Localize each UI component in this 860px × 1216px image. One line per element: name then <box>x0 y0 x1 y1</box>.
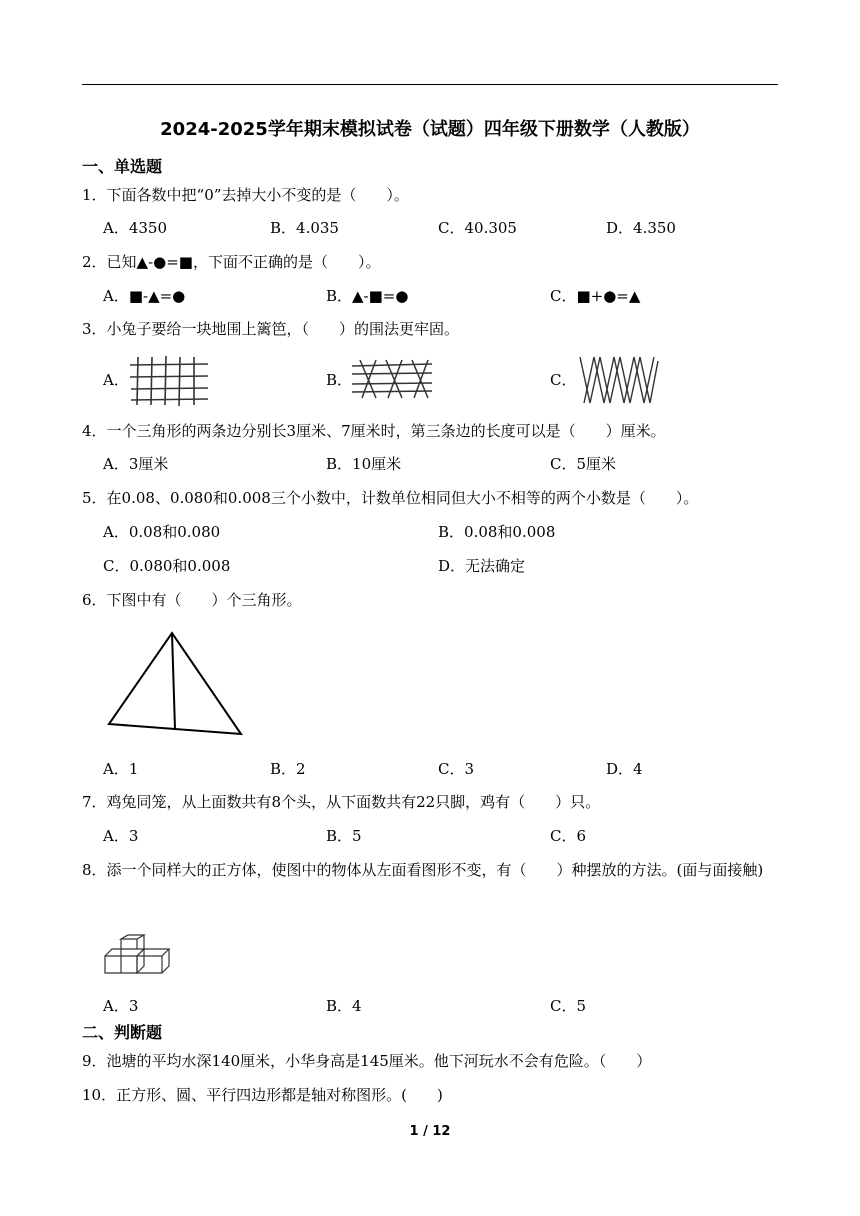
option-a[interactable]: A．1 <box>103 760 139 778</box>
option-c[interactable]: C． <box>550 371 577 389</box>
question-5 <box>82 487 782 509</box>
option-d[interactable]: D．4.350 <box>606 219 676 237</box>
question-text: 鸡兔同笼，从上面数共有8个头，从下面数共有22只脚，鸡有（ ）只。 <box>106 793 601 811</box>
question-number: 5． <box>82 489 107 507</box>
option-a[interactable]: A．3厘米 <box>103 455 169 473</box>
header-rule <box>82 84 778 85</box>
question-9 <box>82 1050 782 1072</box>
page-title: 2024-2025学年期末模拟试卷（试题）四年级下册数学（人教版） <box>160 119 700 140</box>
option-b[interactable]: B．10厘米 <box>326 455 402 473</box>
option-a[interactable]: A． <box>103 371 129 389</box>
fence-grid-figure <box>128 353 212 409</box>
question-number: 7． <box>82 793 107 811</box>
question-text: 下面各数中把“0”去掉大小不变的是（ ）。 <box>106 186 409 204</box>
question-number: 2． <box>82 253 107 271</box>
option-b[interactable]: B．0.08和0.008 <box>438 523 556 541</box>
question-7 <box>82 791 782 813</box>
option-a[interactable]: A．3 <box>103 997 139 1015</box>
option-a[interactable]: A．4350 <box>103 219 168 237</box>
option-a[interactable]: A．3 <box>103 827 139 845</box>
option-c[interactable]: C．5厘米 <box>550 455 617 473</box>
page-number: 1 / 12 <box>409 1124 451 1139</box>
question-number: 10． <box>82 1086 117 1104</box>
option-a[interactable]: A．0.08和0.080 <box>103 523 221 541</box>
triangle-figure <box>104 628 246 738</box>
question-number: 3． <box>82 320 107 338</box>
question-number: 4． <box>82 422 107 440</box>
option-c[interactable]: C．■+●=▲ <box>550 287 641 305</box>
option-c[interactable]: C．40.305 <box>438 219 517 237</box>
question-text: 池塘的平均水深140厘米，小华身高是145厘米。他下河玩水不会有危险。（ ） <box>106 1052 652 1070</box>
question-text: 在0.08、0.080和0.008三个小数中，计数单位相同但大小不相等的两个小数是（ ）。 <box>106 489 699 507</box>
section-heading-single-choice: 一、单选题 <box>82 157 163 176</box>
option-c[interactable]: C．0.080和0.008 <box>103 557 231 575</box>
cubes-figure <box>102 934 174 976</box>
question-number: 6． <box>82 591 107 609</box>
option-d[interactable]: D．无法确定 <box>438 557 526 575</box>
option-d[interactable]: D．4 <box>606 760 643 778</box>
question-text: 下图中有（ ）个三角形。 <box>106 591 302 609</box>
option-b[interactable]: B． <box>326 371 353 389</box>
question-2 <box>82 251 782 273</box>
question-number: 9． <box>82 1052 107 1070</box>
question-3 <box>82 318 782 340</box>
fence-cross-figure <box>350 358 434 400</box>
option-b[interactable]: B．4.035 <box>270 219 339 237</box>
option-c[interactable]: C．6 <box>550 827 587 845</box>
question-10 <box>82 1084 782 1106</box>
question-text: 已知▲-●=■，下面不正确的是（ ）。 <box>106 253 381 271</box>
option-a[interactable]: A．■-▲=● <box>103 287 186 305</box>
question-1 <box>82 184 782 206</box>
option-c[interactable]: C．3 <box>438 760 475 778</box>
option-c[interactable]: C．5 <box>550 997 587 1015</box>
question-8 <box>82 854 782 886</box>
question-text: 正方形、圆、平行四边形都是轴对称图形。( ) <box>116 1086 443 1104</box>
option-b[interactable]: B．2 <box>270 760 306 778</box>
question-number: 1． <box>82 186 107 204</box>
question-number: 8． <box>82 861 107 879</box>
question-6 <box>82 589 782 611</box>
section-heading-true-false: 二、判断题 <box>82 1023 163 1042</box>
question-text: 一个三角形的两条边分别长3厘米、7厘米时，第三条边的长度可以是（ ）厘米。 <box>106 422 666 440</box>
option-b[interactable]: B．5 <box>326 827 362 845</box>
fence-zigzag-figure <box>576 353 660 407</box>
question-text: 小兔子要给一块地围上篱笆，（ ）的围法更牢固。 <box>106 320 460 338</box>
question-4 <box>82 420 782 442</box>
option-b[interactable]: B．4 <box>326 997 362 1015</box>
option-b[interactable]: B．▲-■=● <box>326 287 409 305</box>
question-text: 添一个同样大的正方体，使图中的物体从左面看图形不变，有（ ）种摆放的方法。(面与面接触) <box>106 861 764 879</box>
